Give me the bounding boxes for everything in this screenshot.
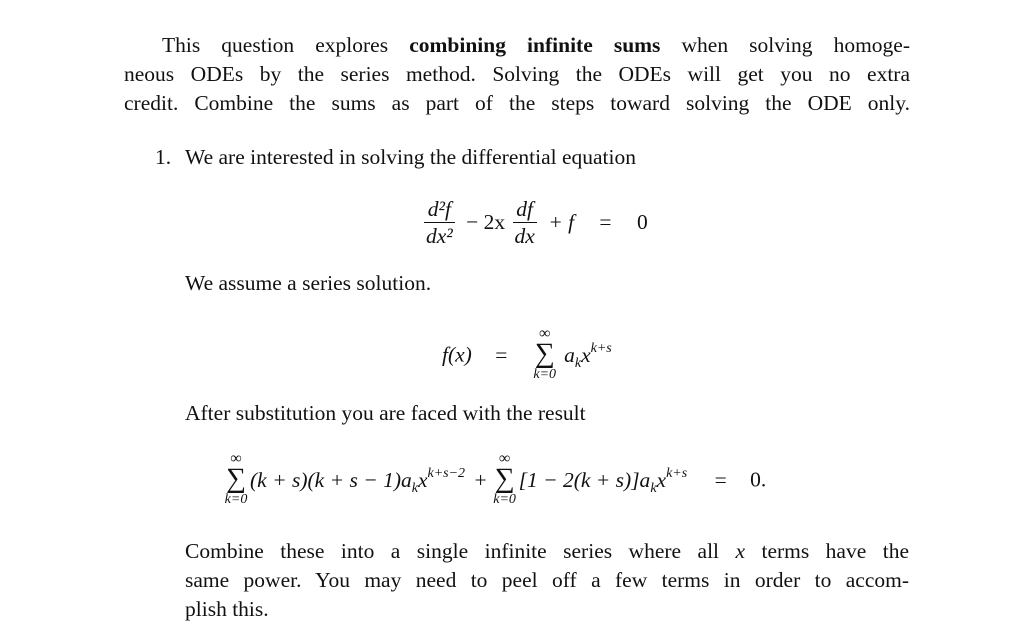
term-body: [1 − 2(k + s)]a <box>518 467 651 492</box>
assume-text: We assume a series solution. <box>185 271 432 295</box>
sigma-icon: ∑ <box>534 338 555 369</box>
intro-line-1 <box>124 31 910 60</box>
term-body: (k + s)(k + s − 1)a <box>250 467 412 492</box>
sum-symbol <box>531 327 559 383</box>
problem-number: 1. <box>155 145 172 169</box>
intro-line-2: neous ODEs by the series method. Solving the ODEs will get you no extra <box>124 62 910 86</box>
sum-symbol-1 <box>222 452 250 508</box>
sum-upper-limit: ∞ <box>498 450 511 467</box>
variable: x <box>735 539 746 563</box>
sum1-term <box>250 465 466 496</box>
fraction-denominator: dx² <box>426 224 453 248</box>
result-rhs: 0. <box>750 467 767 492</box>
sum-lower-limit: k=0 <box>533 367 557 382</box>
series-equals: = <box>495 342 508 367</box>
intro-paragraph <box>124 31 910 118</box>
series-term <box>564 340 612 371</box>
cropped-heading-glyph <box>527 0 549 3</box>
coeff-subscript: k <box>574 355 582 371</box>
fraction-denominator: dx <box>514 224 535 248</box>
sum-lower-limit: k=0 <box>224 492 248 507</box>
ode-equals: = <box>599 210 612 234</box>
exponent: k+s−2 <box>427 465 466 481</box>
combine-text: terms have the <box>745 539 909 563</box>
plus-sign: + <box>474 467 487 492</box>
ode-minus-term: − 2x <box>466 210 506 234</box>
combine-instructions <box>185 537 909 624</box>
sigma-icon: ∑ <box>494 463 515 494</box>
d2f-dx2-fraction <box>424 196 455 249</box>
ode-rhs: 0 <box>636 210 648 234</box>
exponent: k+s <box>590 340 612 356</box>
combine-line-3: plish this. <box>185 597 269 621</box>
ode-plus-f: + f <box>548 210 575 234</box>
problem-statement: We are interested in solving the differential equation <box>185 145 637 169</box>
intro-emphasis: combining infinite sums <box>409 33 661 57</box>
variable: x <box>417 467 428 492</box>
ode-equation <box>424 196 648 249</box>
variable: x <box>656 467 667 492</box>
sum2-term <box>518 465 688 496</box>
fraction-numerator: df <box>513 196 537 223</box>
sigma-icon: ∑ <box>226 463 246 494</box>
combine-line-2: same power. You may need to peel off a few terms in order to accom- <box>185 568 909 592</box>
sum-symbol-2 <box>491 452 519 508</box>
intro-line-3: credit. Combine the sums as part of the steps toward solving the ODE only. <box>124 91 910 115</box>
df-dx-fraction <box>513 196 537 249</box>
sum-upper-limit: ∞ <box>230 450 242 467</box>
variable: x <box>581 342 591 367</box>
coeff-subscript: k <box>411 480 418 496</box>
combine-text: Combine these into a single infinite series where all <box>185 539 736 563</box>
sum-upper-limit: ∞ <box>539 325 551 342</box>
sum-lower-limit: k=0 <box>493 492 516 507</box>
result-equals: = <box>714 467 727 492</box>
series-lhs: f(x) <box>442 342 472 367</box>
combine-line-1 <box>185 537 909 566</box>
coeff-subscript: k <box>650 480 657 496</box>
result-equation <box>222 452 766 508</box>
exponent: k+s <box>666 465 688 481</box>
series-equation <box>442 327 612 383</box>
coeff: a <box>564 342 575 367</box>
fraction-numerator: d²f <box>424 196 455 223</box>
after-text: After substitution you are faced with the result <box>185 401 586 425</box>
intro-text: when solving homoge- <box>660 33 911 57</box>
intro-text: This question explores <box>162 33 410 57</box>
